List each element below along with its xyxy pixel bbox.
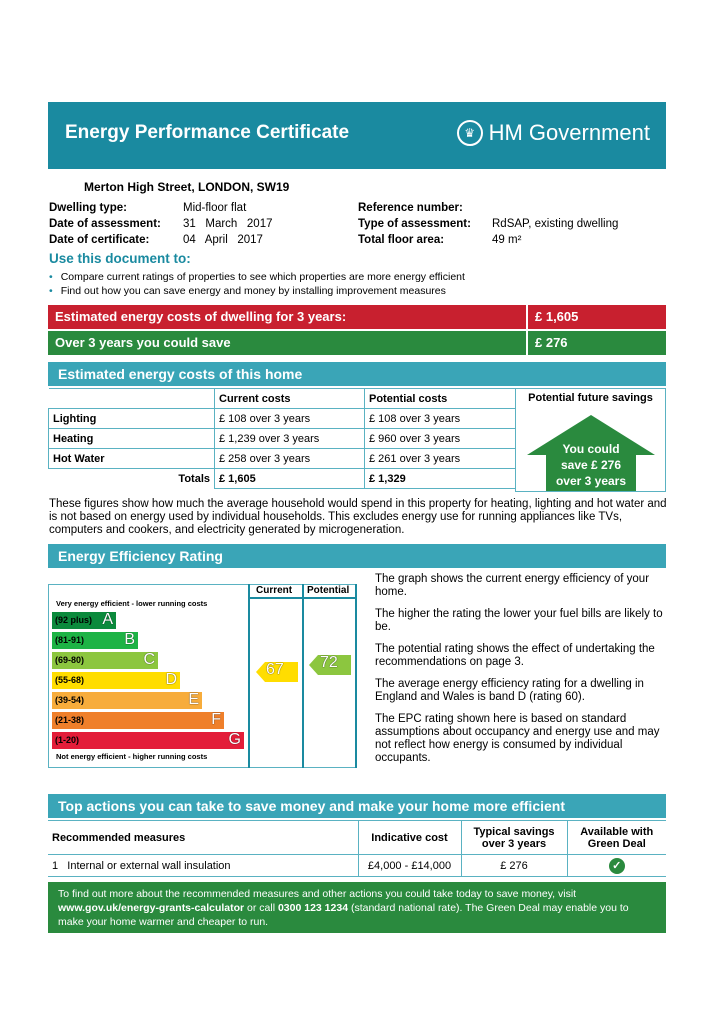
phone-number: 0300 123 1234 xyxy=(277,902,349,914)
efficiency-section-title: Energy Efficiency Rating xyxy=(58,548,223,564)
floor-area-value: 49 m² xyxy=(492,234,522,246)
page-title: Energy Performance Certificate xyxy=(65,122,350,143)
costs-section-title: Estimated energy costs of this home xyxy=(58,366,303,382)
table-row: Lighting £ 108 over 3 years £ 108 over 3 years xyxy=(49,409,516,429)
totals-row: Totals £ 1,605 £ 1,329 xyxy=(49,469,516,489)
could-save-label: Over 3 years you could save xyxy=(55,335,231,350)
use-document-list xyxy=(49,271,465,297)
bottom-note: Not energy efficient - higher running costs xyxy=(56,752,208,761)
efficiency-section-header xyxy=(48,544,666,568)
could-save-bar xyxy=(48,331,666,355)
dwelling-type-value: Mid-floor flat xyxy=(183,202,247,214)
footer-banner: To find out more about the recommended measures and other actions you could take today to save money, visit www.gov.uk/energy-grants-calculator or call 0300 123 1234 (standard national rate). The Green Deal may enable you to make your home warmer and cheaper to run. xyxy=(48,882,666,933)
government-logo xyxy=(457,120,650,146)
costs-section-header xyxy=(48,362,666,386)
savings-arrow-text: You could save £ 276 over 3 years xyxy=(555,442,627,488)
rating-band-f: (21-38) F xyxy=(52,712,224,729)
table-row: 1 Internal or external wall insulation £4,000 - £14,000 £ 276 ✓ xyxy=(48,855,666,877)
top-note: Very energy efficient - lower running costs xyxy=(56,599,208,608)
actions-table xyxy=(48,820,666,877)
dwelling-type-label: Dwelling type: xyxy=(49,202,127,214)
actions-section-title: Top actions you can take to save money and make your home more efficient xyxy=(58,798,565,814)
rating-band-e: (39-54) E xyxy=(52,692,202,709)
table-header-row: Recommended measures Indicative cost Typical savings over 3 years Available with Green Deal xyxy=(48,821,666,855)
estimated-costs-value: £ 1,605 xyxy=(535,309,579,324)
costs-note: These figures show how much the average household would spend in this property for heating, lighting and hot water and is not based on energy used by individual households. This excludes energy use for running appliances like TVs, computers and cookers, and electricity generated by microgeneration. xyxy=(49,498,667,536)
certificate-header xyxy=(48,102,666,169)
rating-explanation: The graph shows the current energy efficiency of your home. The higher the rating the lower your fuel bills are likely to be. The potential rating shows the effect of undertaking the recommendations on page 3. The average energy efficiency rating for a dwelling in England and Wales is band D (rating 60). The EPC rating shown here is based on standard assumptions about occupancy and energy use and may not reflect how energy is consumed by individual occupants. xyxy=(375,573,663,764)
assessment-date-value: 31 March 2017 xyxy=(183,218,273,230)
actions-section-header xyxy=(48,794,666,818)
list-item: • Compare current ratings of properties to see which properties are more energy efficient xyxy=(49,271,465,283)
certificate-date-value: 04 April 2017 xyxy=(183,234,263,246)
table-row: Hot Water £ 258 over 3 years £ 261 over 3 years xyxy=(49,449,516,469)
rating-band-g: (1-20) G xyxy=(52,732,244,749)
floor-area-label: Total floor area: xyxy=(358,234,445,246)
rating-band-a: (92 plus) A xyxy=(52,612,116,629)
green-deal-check-icon: ✓ xyxy=(609,858,625,874)
potential-column-header: Potential xyxy=(307,585,350,596)
certificate-date-label: Date of certificate: xyxy=(49,234,150,246)
reference-label: Reference number: xyxy=(358,202,463,214)
rating-band-c: (69-80) C xyxy=(52,652,158,669)
rating-band-b: (81-91) B xyxy=(52,632,138,649)
grants-link[interactable]: www.gov.uk/energy-grants-calculator xyxy=(58,902,245,914)
current-column-header: Current xyxy=(256,585,293,596)
use-document-title: Use this document to: xyxy=(49,251,191,266)
property-address: Merton High Street, LONDON, SW19 xyxy=(84,180,290,194)
column-header: Potential costs xyxy=(365,389,516,409)
estimated-costs-bar xyxy=(48,305,666,329)
government-name: HM Government xyxy=(488,120,650,145)
column-header: Current costs xyxy=(215,389,365,409)
costs-table xyxy=(48,388,516,489)
future-savings-box xyxy=(515,388,666,492)
assessment-date-label: Date of assessment: xyxy=(49,218,161,230)
table-row: Heating £ 1,239 over 3 years £ 960 over 3 years xyxy=(49,429,516,449)
crest-icon: ♛ xyxy=(457,120,483,146)
table-header-row xyxy=(49,389,516,409)
list-item: • Find out how you can save energy and money by installing improvement measures xyxy=(49,285,446,297)
could-save-value: £ 276 xyxy=(535,335,568,350)
current-rating-value: 67 xyxy=(266,661,284,678)
future-savings-header: Potential future savings xyxy=(528,392,653,404)
potential-rating-value: 72 xyxy=(320,654,338,671)
estimated-costs-label: Estimated energy costs of dwelling for 3 years: xyxy=(55,309,347,324)
rating-band-d: (55-68) D xyxy=(52,672,180,689)
assessment-type-label: Type of assessment: xyxy=(358,218,471,230)
assessment-type-value: RdSAP, existing dwelling xyxy=(492,218,619,230)
